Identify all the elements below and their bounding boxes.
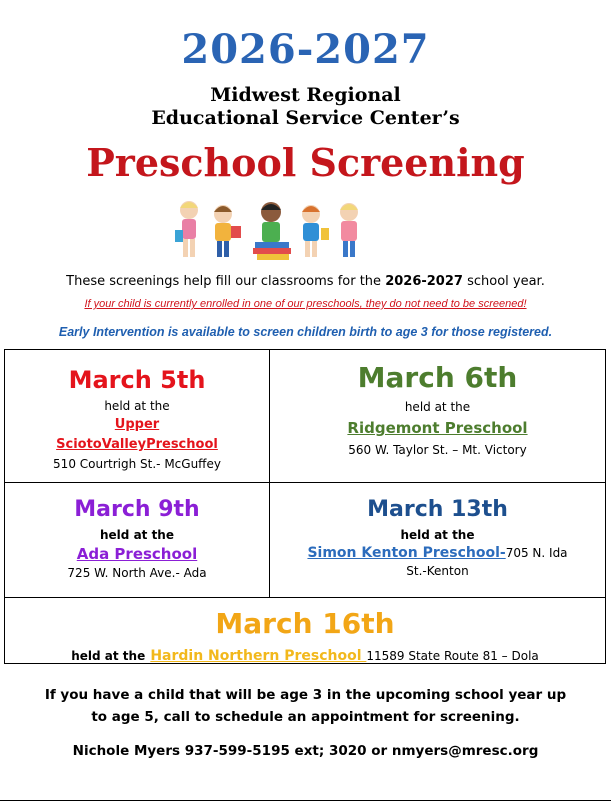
address-march-9: 725 W. North Ave.- Ada — [67, 566, 207, 580]
date-march-9: March 9th — [74, 497, 200, 522]
link-simon-kenton-preschool[interactable]: Simon Kenton Preschool- — [307, 545, 506, 561]
date-march-16: March 16th — [215, 607, 395, 640]
address-march-13-part2: St.-Kenton — [406, 564, 469, 578]
link-ridgemont-preschool[interactable]: Ridgemont Preschool — [347, 419, 528, 437]
held-at-label: held at the — [400, 528, 475, 542]
address-march-16: 11589 State Route 81 – Dola — [366, 649, 539, 663]
year-heading: 2026-2027 — [181, 26, 430, 73]
organization-name — [0, 84, 611, 130]
date-march-13: March 13th — [367, 497, 508, 522]
held-at-label: held at the — [104, 399, 170, 413]
intro-text — [0, 274, 611, 289]
cell-march-6 — [270, 350, 605, 482]
children-illustration — [175, 196, 365, 262]
intro-prefix: These screenings help fill our classrooms for the — [66, 274, 386, 289]
screening-schedule-table — [4, 349, 606, 664]
footer-call-to-action — [0, 684, 611, 728]
date-march-6: March 6th — [357, 361, 518, 394]
cell-march-5 — [5, 350, 269, 482]
held-at-label: held at the — [404, 400, 471, 414]
intro-year: 2026-2027 — [385, 274, 463, 289]
address-march-6: 560 W. Taylor St. – Mt. Victory — [348, 443, 527, 457]
cell-march-13 — [270, 483, 605, 597]
held-at-label: held at the — [100, 528, 174, 542]
school-line-2: SciotoValleyPreschool — [56, 437, 218, 452]
contact-info: Nichole Myers 937-599-5195 ext; 3020 or nmyers@mresc.org — [72, 743, 539, 759]
intro-suffix: school year. — [462, 274, 545, 289]
held-at-label: held at the — [71, 649, 146, 663]
address-march-5: 510 Courtrigh St.- McGuffey — [53, 457, 221, 471]
bottom-divider — [0, 800, 611, 801]
date-march-5: March 5th — [68, 366, 206, 394]
link-hardin-northern-preschool[interactable]: Hardin Northern Preschool — [150, 648, 367, 664]
school-line-1: Upper — [114, 417, 160, 432]
enrollment-warning: If your child is currently enrolled in one of our preschools, they do not need to be screened! — [84, 298, 527, 310]
org-line-1: Midwest Regional — [210, 84, 401, 106]
link-upper-scioto-valley-preschool[interactable] — [5, 415, 269, 455]
org-line-2: Educational Service Center’s — [151, 107, 460, 129]
footer-line-1: If you have a child that will be age 3 in the upcoming school year up — [44, 687, 567, 703]
address-march-13-part1: 705 N. Ida — [505, 546, 568, 560]
page-title: Preschool Screening — [86, 140, 525, 185]
footer-line-2: to age 5, call to schedule an appointment for screening. — [91, 709, 520, 725]
cell-march-9 — [5, 483, 269, 597]
cell-march-16 — [5, 598, 605, 664]
link-ada-preschool[interactable]: Ada Preschool — [76, 545, 198, 563]
early-intervention-note: Early Intervention is available to screen children birth to age 3 for those registered. — [58, 325, 553, 339]
